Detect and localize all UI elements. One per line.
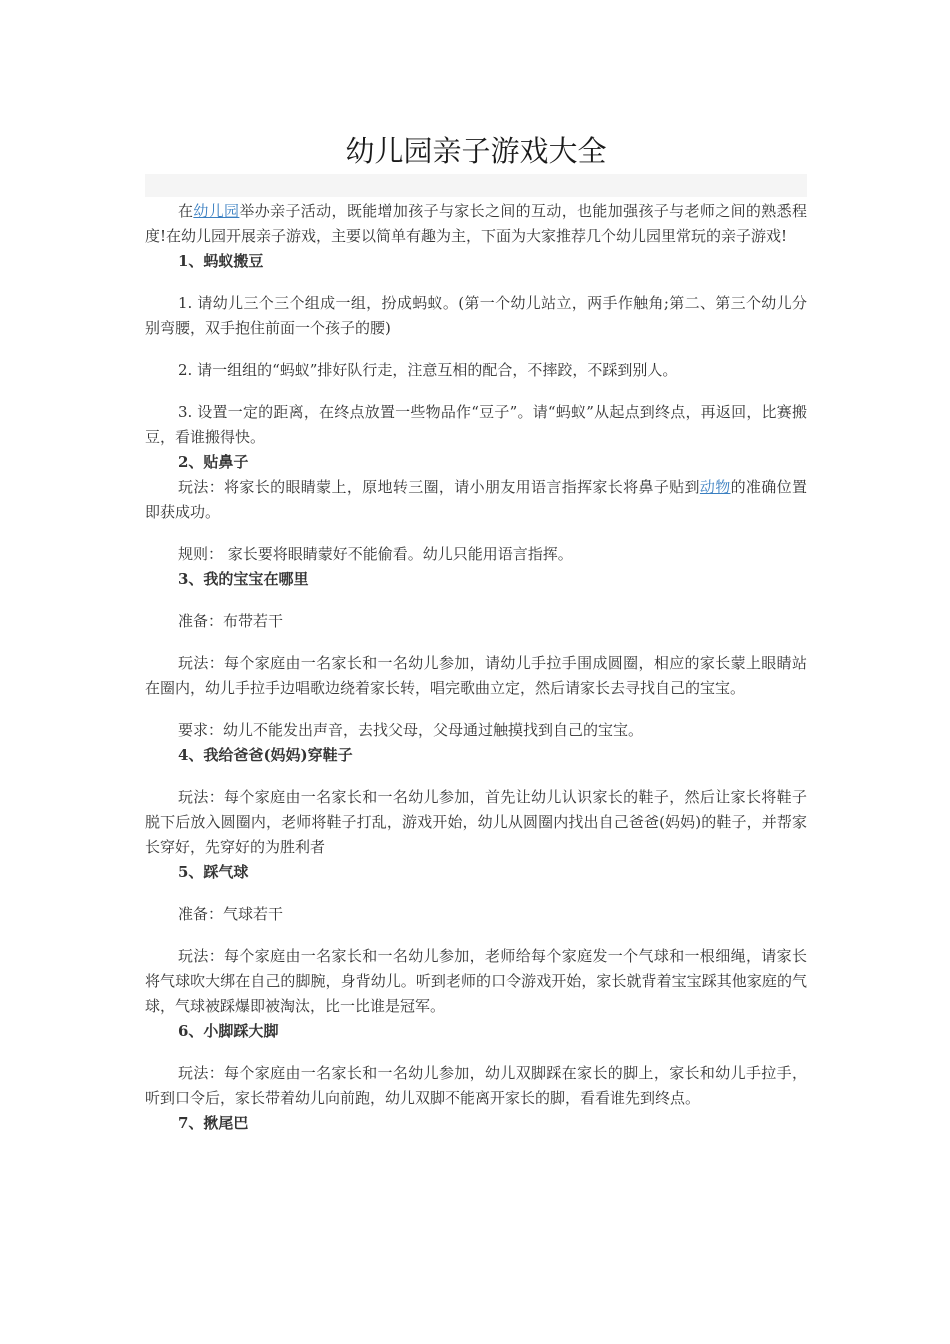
section-1-step-2: 2. 请一组组的“蚂蚁”排好队行走，注意互相的配合，不摔跤，不踩到别人。 bbox=[178, 361, 678, 379]
section-5-preparation: 准备：气球若干 bbox=[178, 905, 284, 923]
section-2-rule: 规则： 家长要将眼睛蒙好不能偷看。幼儿只能用语言指挥。 bbox=[178, 545, 573, 563]
section-3-play: 玩法：每个家庭由一名家长和一名幼儿参加，请幼儿手拉手围成圆圈，相应的家长蒙上眼睛站在圈内，幼儿手拉手边唱歌边绕着家长转，唱完歌曲立定，然后请家长去寻找自己的宝宝。 bbox=[145, 654, 807, 697]
section-heading-2: 2、贴鼻子 bbox=[178, 453, 249, 471]
section-heading-3: 3、我的宝宝在哪里 bbox=[178, 570, 309, 588]
animal-link[interactable]: 动物 bbox=[699, 478, 731, 496]
document-content bbox=[145, 199, 807, 1136]
section-1-step-1: 1. 请幼儿三个三个组成一组，扮成蚂蚁。(第一个幼儿站立，两手作触角;第二、第三个幼儿分别弯腰，双手抱住前面一个孩子的腰) bbox=[145, 294, 807, 337]
section-1-step-3: 3. 设置一定的距离，在终点放置一些物品作“豆子”。请“蚂蚁”从起点到终点，再返回，比赛搬豆，看谁搬得快。 bbox=[145, 403, 807, 446]
section-heading-6: 6、小脚踩大脚 bbox=[178, 1022, 279, 1040]
section-3-preparation: 准备：布带若干 bbox=[178, 612, 284, 630]
section-heading-7: 7、揪尾巴 bbox=[178, 1114, 249, 1132]
section-3-requirement: 要求：幼儿不能发出声音，去找父母，父母通过触摸找到自己的宝宝。 bbox=[178, 721, 644, 739]
intro-paragraph: 在幼儿园举办亲子活动，既能增加孩子与家长之间的互动，也能加强孩子与老师之间的熟悉程度!在幼儿园开展亲子游戏，主要以简单有趣为主，下面为大家推荐几个幼儿园里常玩的亲子游戏! bbox=[145, 202, 807, 245]
section-6-play: 玩法：每个家庭由一名家长和一名幼儿参加，幼儿双脚踩在家长的脚上，家长和幼儿手拉手，听到口令后，家长带着幼儿向前跑，幼儿双脚不能离开家长的脚，看看谁先到终点。 bbox=[145, 1064, 807, 1107]
section-2-play: 玩法：将家长的眼睛蒙上，原地转三圈，请小朋友用语言指挥家长将鼻子贴到动物的准确位置即获成功。 bbox=[145, 478, 807, 521]
section-heading-1: 1、蚂蚁搬豆 bbox=[178, 252, 264, 270]
section-4-play: 玩法：每个家庭由一名家长和一名幼儿参加，首先让幼儿认识家长的鞋子，然后让家长将鞋子脱下后放入圆圈内，老师将鞋子打乱，游戏开始，幼儿从圆圈内找出自己爸爸(妈妈)的鞋子，并帮家长穿好，先穿好的为胜利者 bbox=[145, 788, 807, 856]
section-heading-5: 5、踩气球 bbox=[178, 863, 249, 881]
title-divider-bar bbox=[145, 174, 807, 197]
kindergarten-link[interactable]: 幼儿园 bbox=[193, 202, 240, 220]
section-heading-4: 4、我给爸爸(妈妈)穿鞋子 bbox=[178, 746, 353, 764]
document-title: 幼儿园亲子游戏大全 bbox=[345, 134, 607, 168]
section-5-play: 玩法：每个家庭由一名家长和一名幼儿参加，老师给每个家庭发一个气球和一根细绳，请家长将气球吹大绑在自己的脚腕，身背幼儿。听到老师的口令游戏开始，家长就背着宝宝踩其他家庭的气球，气球被踩爆即被淘汰，比一比谁是冠军。 bbox=[145, 947, 807, 1015]
